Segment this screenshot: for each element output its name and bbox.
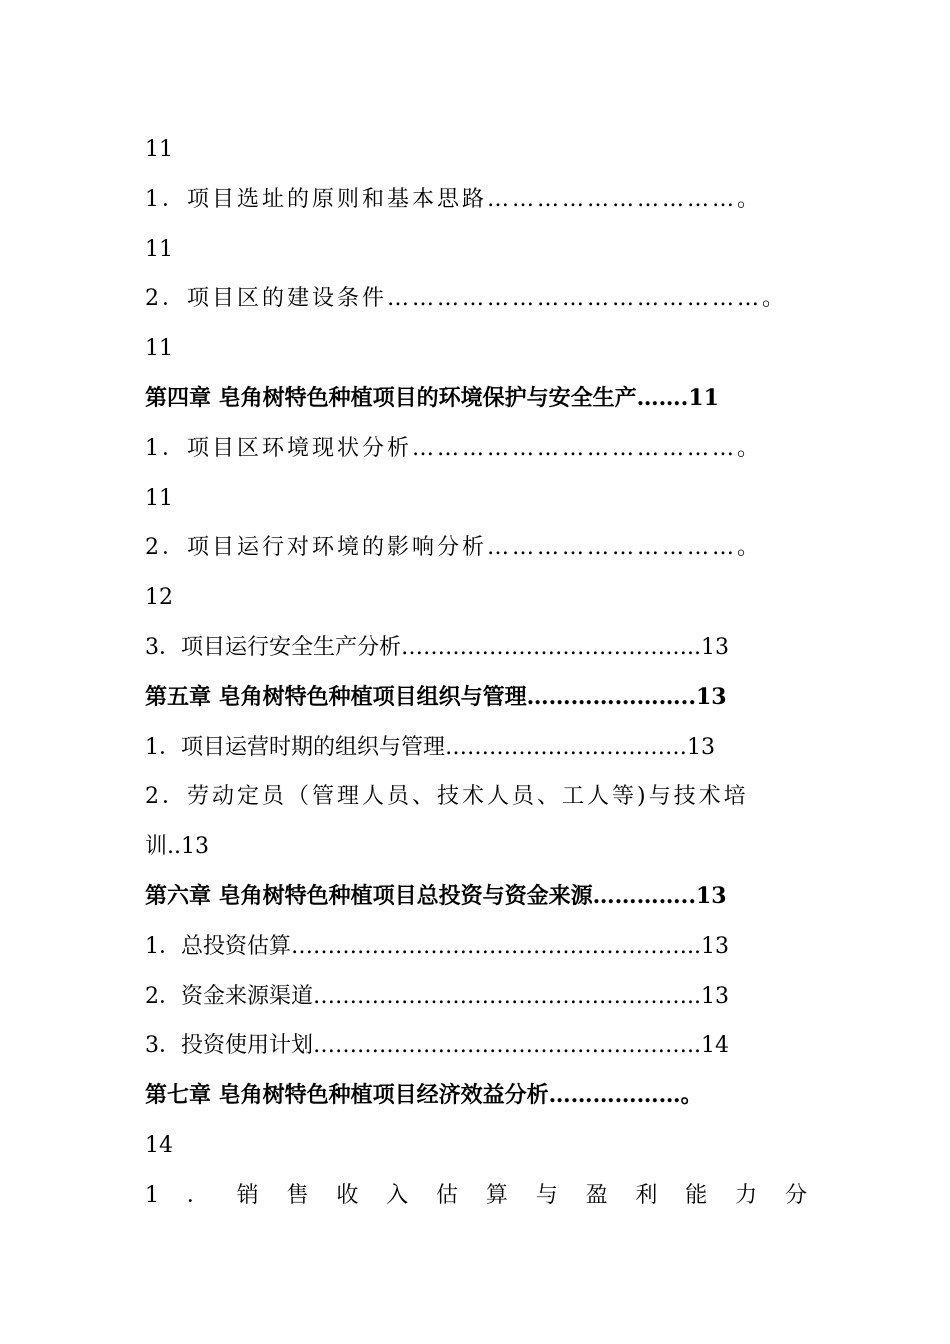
- toc-char: 估: [436, 1182, 459, 1208]
- toc-char: 入: [386, 1182, 409, 1208]
- toc-entry-construction-conditions[interactable]: 2．项目区的建设条件………………………………………。: [145, 286, 787, 312]
- toc-entry-sales-revenue[interactable]: [145, 1171, 807, 1221]
- toc-entry-funding-sources[interactable]: 2．资金来源渠道……………………………………………..13: [145, 983, 729, 1009]
- toc-char: 售: [286, 1182, 309, 1208]
- toc-char: 能: [685, 1182, 708, 1208]
- toc-char: ．: [186, 1182, 209, 1208]
- toc-chapter-7[interactable]: 第七章 皂角树特色种植项目经济效益分析………………。: [145, 1082, 703, 1109]
- toc-entry-investment-plan[interactable]: 3．投资使用计划……………………………………………..14: [145, 1033, 729, 1059]
- toc-entry-total-investment[interactable]: 1．总投资估算………………………………………………..13: [145, 933, 729, 959]
- toc-entry-environment-status[interactable]: 1．项目区环境现状分析…………………………………。: [145, 435, 762, 461]
- toc-chapter-6[interactable]: 第六章 皂角树特色种植项目总投资与资金来源…………..13: [145, 882, 727, 909]
- toc-chapter-5[interactable]: 第五章 皂角树特色种植项目组织与管理…………………..13: [145, 683, 727, 710]
- toc-page-number: 12: [145, 585, 173, 611]
- toc-char: 销: [236, 1182, 259, 1208]
- toc-entry-safety-analysis[interactable]: 3．项目运行安全生产分析…………………………………..13: [145, 634, 729, 660]
- toc-char: 盈: [585, 1182, 608, 1208]
- table-of-contents: [145, 125, 825, 1221]
- toc-page-number: 11: [145, 236, 173, 262]
- toc-char: 算: [485, 1182, 508, 1208]
- toc-page-number: 11: [145, 485, 173, 511]
- toc-entry-operation-management[interactable]: 1．项目运营时期的组织与管理……………………………13: [145, 734, 715, 760]
- toc-page-number: 11: [145, 137, 173, 162]
- toc-entry-environment-impact[interactable]: 2．项目运行对环境的影响分析…………………………。: [145, 535, 762, 561]
- toc-char: 1: [145, 1182, 159, 1208]
- toc-char: 收: [336, 1182, 359, 1208]
- toc-entry-staffing-training[interactable]: 2．劳动定员（管理人员、技术人员、工人等)与技术培: [145, 784, 749, 810]
- toc-entry-staffing-training-cont[interactable]: 训..13: [145, 834, 209, 860]
- toc-char: 利: [635, 1182, 658, 1208]
- toc-char: 力: [735, 1182, 758, 1208]
- toc-char: 与: [535, 1182, 558, 1208]
- toc-page-number: 11: [145, 336, 173, 362]
- toc-page-number: 14: [145, 1132, 173, 1158]
- toc-chapter-4[interactable]: 第四章 皂角树特色种植项目的环境保护与安全生产…….11: [145, 384, 719, 411]
- toc-char: 分: [784, 1182, 807, 1208]
- toc-entry-site-selection-principles[interactable]: 1．项目选址的原则和基本思路…………………………。: [145, 186, 762, 212]
